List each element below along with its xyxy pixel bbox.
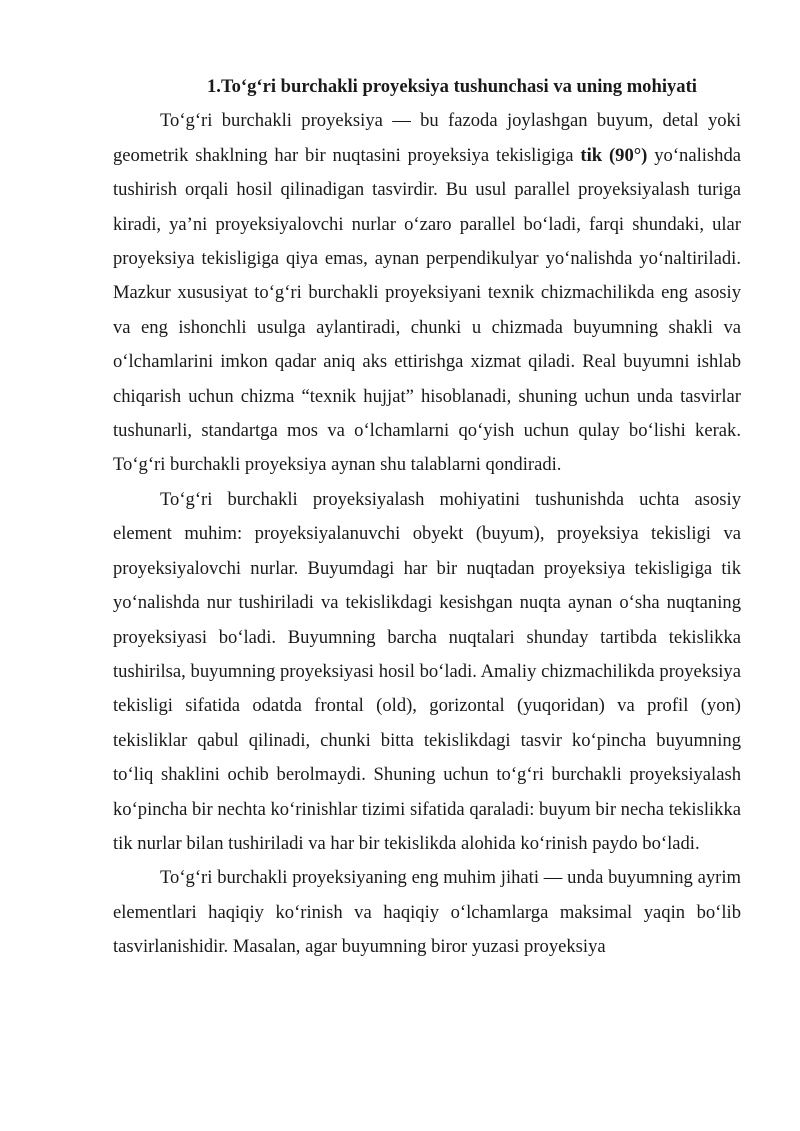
paragraph-1-bold: tik (90°) <box>580 144 648 166</box>
paragraph-1-end: yo‘nalishda tushirish orqali hosil qilinadigan tasvirdir. Bu usul parallel proyeksiyalash turiga kiradi, ya’ni proyeksiyalovchi nurlar o‘zaro parallel bo‘ladi, farqi shundaki, ular proyeksiya tekisligiga qiya emas, aynan perpendikulyar yo‘nalishda yo‘naltiriladi. Mazkur xususiyat to‘g‘ri burchakli proyeksiyani texnik chizmachilikda eng asosiy va eng ishonchli usulga aylantiradi, chunki u chizmada buyumning shakli va o‘lchamlarini imkon qadar aniq aks ettirishga xizmat qiladi. Real buyumni ishlab chiqarish uchun chizma “texnik hujjat” hisoblanadi, shuning uchun unda tasvirlar tushunarli, standartga mos va o‘lchamlarni qo‘yish uchun qulay bo‘lishi kerak. To‘g‘ri burchakli proyeksiya aynan shu talablarni qondiradi. <box>113 144 741 476</box>
document-page <box>113 70 741 965</box>
paragraph-1 <box>113 104 741 482</box>
section-title: 1.To‘g‘ri burchakli proyeksiya tushunchasi va uning mohiyati <box>207 76 697 97</box>
paragraph-1-start: To‘g‘ri burchakli proyeksiya — bu fazoda joylashgan buyum, detal yoki geometrik shaklning har bir nuqtasini proyeksiya tekisligiga <box>113 110 741 166</box>
paragraph-3: To‘g‘ri burchakli proyeksiyaning eng muhim jihati — unda buyumning ayrim elementlari haqiqiy ko‘rinish va haqiqiy o‘lchamlarga maksimal yaqin bo‘lib tasvirlanishidir. Masalan, agar buyumning biror yuzasi proyeksiya <box>113 867 741 958</box>
paragraph-2: To‘g‘ri burchakli proyeksiyalash mohiyatini tushunishda uchta asosiy element muhim: proyeksiyalanuvchi obyekt (buyum), proyeksiya tekisligi va proyeksiyalovchi nurlar. Buyumdagi har bir nuqtadan proyeksiya tekisligiga tik yo‘nalishda nur tushiriladi va tekislikdagi kesishgan nuqta aynan o‘sha nuqtaning proyeksiyasi bo‘ladi. Buyumning barcha nuqtalari shunday tartibda tekislikka tushirilsa, buyumning proyeksiyasi hosil bo‘ladi. Amaliy chizmachilikda proyeksiya tekisligi sifatida odatda frontal (old), gorizontal (yuqoridan) va profil (yon) tekisliklar qabul qilinadi, chunki bitta tekislikdagi tasvir ko‘pincha buyumning to‘liq shaklini ochib berolmaydi. Shuning uchun to‘g‘ri burchakli proyeksiyalash ko‘pincha bir nechta ko‘rinishlar tizimi sifatida qaraladi: buyum bir necha tekislikka tik nurlar bilan tushiriladi va har bir tekislikda alohida ko‘rinish paydo bo‘ladi. <box>113 488 741 854</box>
